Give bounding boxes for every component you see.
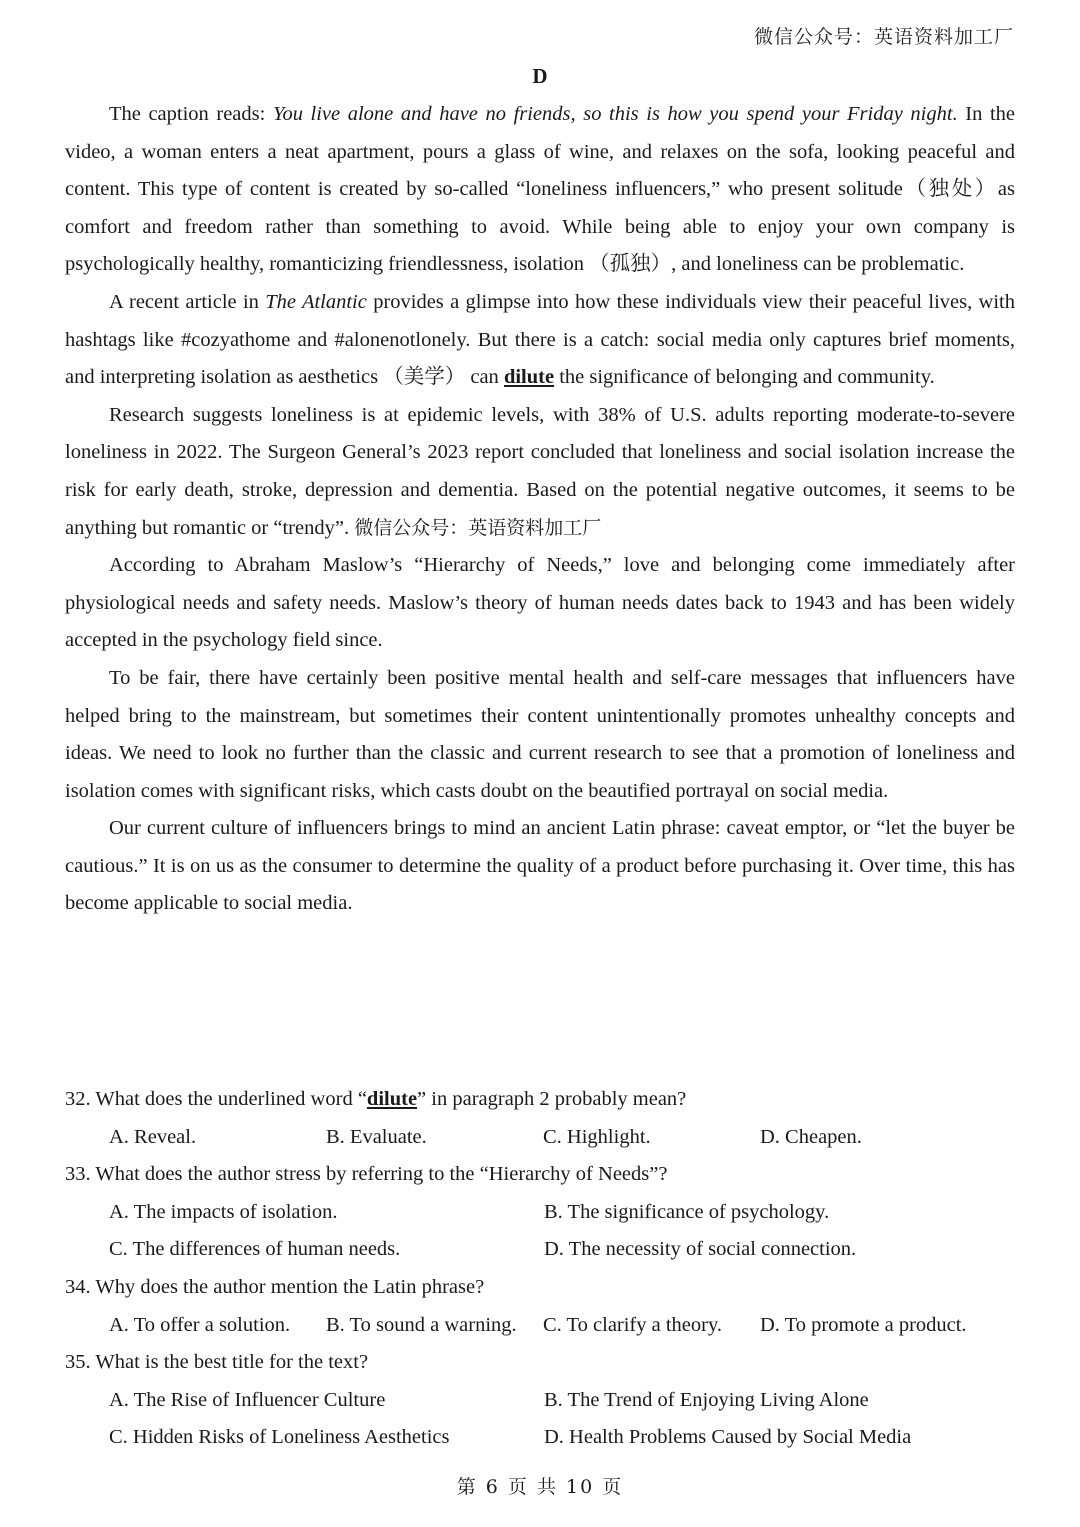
option-c[interactable]: C. Hidden Risks of Loneliness Aesthetics (109, 1426, 450, 1449)
q32-stem-a: 32. What does the underlined word “ (65, 1088, 367, 1110)
option-a[interactable]: A. The Rise of Influencer Culture (109, 1388, 386, 1411)
q32-stem-b: ” in paragraph 2 probably mean? (417, 1088, 687, 1110)
option-b[interactable]: B. The Trend of Enjoying Living Alone (544, 1388, 869, 1411)
question-32-stem (65, 1081, 1015, 1119)
option-d[interactable]: D. Cheapen. (760, 1125, 862, 1148)
underlined-word: dilute (503, 366, 555, 389)
p2-magazine-italic: The Atlantic (265, 290, 367, 313)
inline-watermark: 微信公众号：英语资料加工厂 (354, 516, 602, 539)
p1-text-a: The caption reads: (109, 103, 273, 125)
p2-text-c: the significance of belonging and community. (554, 366, 935, 389)
question-32-options (65, 1119, 1015, 1157)
paragraph-5: To be fair, there have certainly been positive mental health and self-care messages that influencers have helped bring to the mainstream, but sometimes their content unintentionally promotes unhealthy concepts and ideas. We need to look no further than the classic and current research to see that a promotion of loneliness and isolation comes with significant risks, which casts doubt on the beautified portrayal on social media. (65, 666, 1015, 802)
page-number: 第 6 页 共 10 页 (456, 1476, 624, 1498)
question-34-stem: 34. Why does the author mention the Latin phrase? (65, 1275, 485, 1298)
p3-text: Research suggests loneliness is at epidemic levels, with 38% of U.S. adults reporting moderate-to-severe loneliness in 2022. The Surgeon General’s 2023 report concluded that loneliness and social isolation increase the risk for early death, stroke, depression and dementia. Based on the potential negative outcomes, it seems to be anything but romantic or “trendy”. (65, 403, 1015, 539)
paragraph-4: According to Abraham Maslow’s “Hierarchy of Needs,” love and belonging come immediately after physiological needs and safety needs. Maslow’s theory of human needs dates back to 1943 and has been widely accepted in the psychology field since. (65, 554, 1015, 652)
question-35-options (65, 1382, 1015, 1457)
paragraph-6: Our current culture of influencers brings to mind an ancient Latin phrase: caveat emptor, or “let the buyer be cautious.” It is on us as the consumer to determine the quality of a product before purchasing it. Over time, this has become applicable to social media. (65, 817, 1015, 915)
paragraph-2 (65, 284, 1015, 397)
paragraph-3 (65, 397, 1015, 547)
header-watermark: 微信公众号：英语资料加工厂 (753, 26, 1014, 48)
option-b[interactable]: B. Evaluate. (326, 1125, 427, 1148)
option-a[interactable]: A. The impacts of isolation. (109, 1200, 338, 1223)
option-d[interactable]: D. To promote a product. (760, 1313, 967, 1336)
p2-text-b: provides a glimpse into how these individuals view their peaceful lives, with hashtags like #cozyathome and #alonenotlonely. But there is a catch: social media only captures brief moments, and interpreting isolation as aesthetics （美学） can (65, 290, 1015, 389)
question-35-stem: 35. What is the best title for the text? (65, 1351, 369, 1374)
questions (65, 1081, 1015, 1457)
q32-underlined-word: dilute (366, 1088, 418, 1110)
option-b[interactable]: B. To sound a warning. (326, 1313, 517, 1336)
p1-caption-italic: You live alone and have no friends, so this is how you spend your Friday night. (272, 103, 958, 125)
question-33-options (65, 1194, 1015, 1269)
question-33-stem: 33. What does the author stress by referring to the “Hierarchy of Needs”? (65, 1163, 668, 1186)
question-34-options (65, 1307, 1015, 1345)
passage (65, 96, 1015, 923)
option-a[interactable]: A. To offer a solution. (109, 1313, 291, 1336)
option-c[interactable]: C. To clarify a theory. (543, 1313, 723, 1336)
option-c[interactable]: C. Highlight. (543, 1125, 651, 1148)
option-d[interactable]: D. Health Problems Caused by Social Media (544, 1426, 912, 1449)
option-d[interactable]: D. The necessity of social connection. (544, 1238, 857, 1261)
option-c[interactable]: C. The differences of human needs. (109, 1238, 401, 1261)
p2-text-a: A recent article in (109, 290, 266, 313)
option-a[interactable]: A. Reveal. (109, 1125, 197, 1148)
paragraph-1 (65, 96, 1015, 284)
option-b[interactable]: B. The significance of psychology. (544, 1200, 830, 1223)
p1-text-b: In the video, a woman enters a neat apartment, pours a glass of wine, and relaxes on the sofa, looking peaceful and content. This type of content is created by so-called “loneliness influencers,” who present solitude（独处）as comfort and freedom rather than something to avoid. While being able to enjoy your own company is psychologically healthy, romanticizing friendlessness, isolation （孤独）, and loneliness can be problematic. (65, 103, 1016, 276)
section-label: D (532, 64, 548, 88)
